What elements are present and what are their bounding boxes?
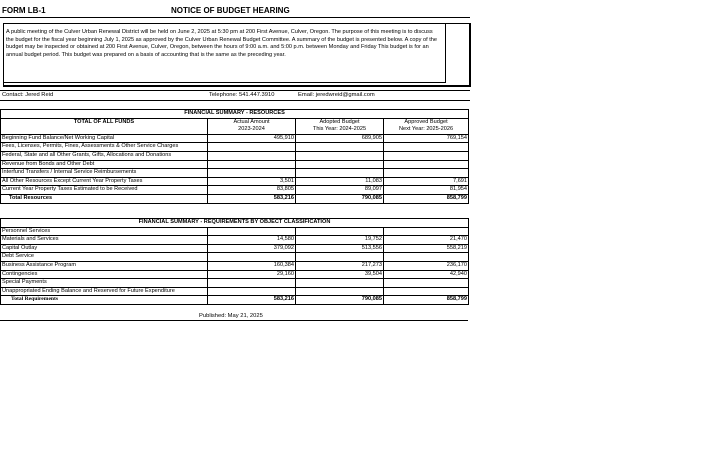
header-divider xyxy=(0,17,470,18)
page-title: NOTICE OF BUDGET HEARING xyxy=(171,6,290,15)
total-row xyxy=(1,194,469,203)
table-row xyxy=(1,169,469,178)
published-date: Published: May 21, 2025 xyxy=(199,313,263,319)
table-row xyxy=(1,279,469,288)
row-actual xyxy=(208,160,296,169)
row-adopted: 689,905 xyxy=(296,134,384,143)
total-requirements-actual: 583,216 xyxy=(208,296,296,305)
row-adopted xyxy=(296,143,384,152)
resources-col-approved-year: Next Year: 2025-2026 xyxy=(384,126,469,134)
row-approved xyxy=(384,160,469,169)
table-row xyxy=(1,261,469,270)
row-approved xyxy=(384,253,469,262)
row-adopted: 513,556 xyxy=(296,244,384,253)
row-label: Unappropriated Ending Balance and Reserved for Future Expenditure xyxy=(1,287,208,296)
table-row xyxy=(1,186,469,195)
row-label: Personnel Services xyxy=(1,227,208,236)
row-approved: 769,154 xyxy=(384,134,469,143)
row-actual: 379,092 xyxy=(208,244,296,253)
resources-title: FINANCIAL SUMMARY - RESOURCES xyxy=(1,110,469,119)
row-label: Business Assistance Program xyxy=(1,261,208,270)
row-approved: 42,940 xyxy=(384,270,469,279)
notice-text: A public meeting of the Culver Urban Renewal District will be held on June 2, 2025 at 5:30 pm at 200 First Avenue, Culver, Oregon. The purpose of this meeting is to discuss the budget for the fiscal year beginning July 1, 2025 as approved by the Culver Urban Renewal Budget Committee. A summary of the budget is presented below. A copy of the budget may be inspected or obtained at 200 First Avenue, Culver, Oregon, between the hours of 9:00 a.m. and 5:00 p.m. between Monday and Friday This budget is for an annual budget period. This budget was prepared on a basis of accounting that is the same as the preceding year. xyxy=(6,29,437,58)
resources-col-approved: Approved Budget xyxy=(384,118,469,126)
total-requirements-label: Total Requirements xyxy=(1,296,208,305)
row-approved: 7,691 xyxy=(384,177,469,186)
row-actual xyxy=(208,227,296,236)
table-row xyxy=(1,253,469,262)
resources-col-adopted-year: This Year: 2024-2025 xyxy=(296,126,384,134)
row-actual: 160,384 xyxy=(208,261,296,270)
row-adopted xyxy=(296,151,384,160)
row-approved: 81,954 xyxy=(384,186,469,195)
resources-col-adopted: Adopted Budget xyxy=(296,118,384,126)
contact-row xyxy=(0,90,470,101)
row-approved: 21,470 xyxy=(384,236,469,245)
resources-table xyxy=(0,109,469,204)
row-label: All Other Resources Except Current Year Property Taxes xyxy=(1,177,208,186)
row-approved xyxy=(384,227,469,236)
row-adopted: 89,097 xyxy=(296,186,384,195)
total-resources-approved: 858,799 xyxy=(384,194,469,203)
contact-telephone: Telephone: 541.447.3910 xyxy=(209,92,275,98)
total-resources-label: Total Resources xyxy=(1,194,208,203)
row-actual xyxy=(208,169,296,178)
row-actual xyxy=(208,151,296,160)
table-row xyxy=(1,143,469,152)
row-actual: 29,160 xyxy=(208,270,296,279)
contact-name: Contact: Jered Reid xyxy=(2,92,54,98)
row-adopted: 39,504 xyxy=(296,270,384,279)
row-actual xyxy=(208,279,296,288)
resources-col-funds-blank xyxy=(1,126,208,134)
row-approved xyxy=(384,287,469,296)
row-label: Special Payments xyxy=(1,279,208,288)
row-label: Federal, State and all Other Grants, Gifts, Allocations and Donations xyxy=(1,151,208,160)
row-label: Current Year Property Taxes Estimated to be Received xyxy=(1,186,208,195)
row-adopted xyxy=(296,287,384,296)
row-label: Contingencies xyxy=(1,270,208,279)
table-row xyxy=(1,160,469,169)
row-approved: 236,170 xyxy=(384,261,469,270)
row-adopted xyxy=(296,160,384,169)
row-approved xyxy=(384,151,469,160)
total-requirements-adopted: 790,085 xyxy=(296,296,384,305)
row-approved xyxy=(384,143,469,152)
row-actual xyxy=(208,253,296,262)
row-adopted: 11,083 xyxy=(296,177,384,186)
total-resources-actual: 583,216 xyxy=(208,194,296,203)
row-adopted xyxy=(296,169,384,178)
row-adopted xyxy=(296,227,384,236)
table-row xyxy=(1,270,469,279)
row-label: Revenue from Bonds and Other Debt xyxy=(1,160,208,169)
resources-col-funds: TOTAL OF ALL FUNDS xyxy=(1,118,208,126)
row-label: Fees, Licenses, Permits, Fines, Assessments & Other Service Charges xyxy=(1,143,208,152)
table-row xyxy=(1,227,469,236)
bottom-divider xyxy=(0,320,468,321)
requirements-table xyxy=(0,218,469,305)
table-row xyxy=(1,151,469,160)
total-row xyxy=(1,296,469,305)
row-actual: 3,501 xyxy=(208,177,296,186)
table-row xyxy=(1,244,469,253)
row-approved xyxy=(384,169,469,178)
table-row xyxy=(1,236,469,245)
total-resources-adopted: 790,085 xyxy=(296,194,384,203)
total-requirements-approved: 858,799 xyxy=(384,296,469,305)
resources-col-actual: Actual Amount xyxy=(208,118,296,126)
table-row xyxy=(1,177,469,186)
table-row xyxy=(1,287,469,296)
row-label: Debt Service xyxy=(1,253,208,262)
requirements-title: FINANCIAL SUMMARY - REQUIREMENTS BY OBJECT CLASSIFICATION xyxy=(1,219,469,228)
contact-email: Email: jeredwreid@gmail.com xyxy=(298,92,375,98)
row-label: Interfund Transfers / Internal Service Reimbursements xyxy=(1,169,208,178)
form-id: FORM LB-1 xyxy=(2,6,46,15)
row-actual: 495,910 xyxy=(208,134,296,143)
row-label: Beginning Fund Balance/Net Working Capital xyxy=(1,134,208,143)
row-actual: 14,580 xyxy=(208,236,296,245)
row-adopted xyxy=(296,279,384,288)
row-approved: 558,219 xyxy=(384,244,469,253)
row-label: Materials and Services xyxy=(1,236,208,245)
row-label: Capital Outlay xyxy=(1,244,208,253)
row-actual xyxy=(208,287,296,296)
row-actual xyxy=(208,143,296,152)
row-actual: 83,805 xyxy=(208,186,296,195)
row-adopted: 19,752 xyxy=(296,236,384,245)
row-approved xyxy=(384,279,469,288)
row-adopted: 217,273 xyxy=(296,261,384,270)
resources-col-actual-year: 2023-2024 xyxy=(208,126,296,134)
table-row xyxy=(1,134,469,143)
row-adopted xyxy=(296,253,384,262)
